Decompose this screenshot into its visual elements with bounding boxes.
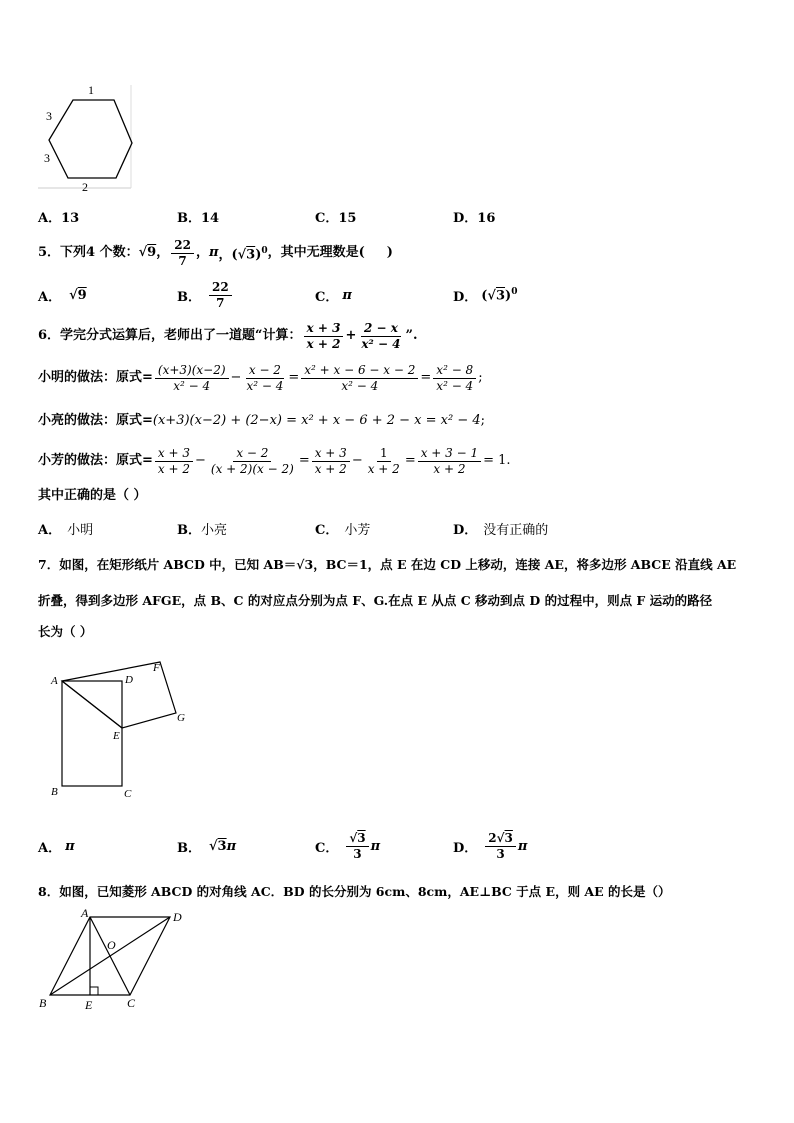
q7-stem-line2: 折叠，得到多边形 AFGE，点 B、C 的对应点分别为点 F、G.在点 E 从点 C 移动到点 D 的过程中，则点 F 运动的路径	[38, 593, 713, 608]
q7-rectangle-fold-figure	[45, 655, 195, 805]
q4-option-c[interactable]: C．15	[315, 211, 357, 226]
label-d: D	[125, 674, 133, 686]
label-a: A	[51, 675, 58, 687]
q6-xiaofang-work: 小芳的做法：原式= $\frac{x + 3}{x + 2}$ − $\frac{x - 2}{(x + 2)(x - 2)}$ = $\frac{x + 3}{x + 2}$ − $\frac{1}{x + 2}$ = $\frac{x + 3 - 1}{x + 2}$ = 1 .	[38, 445, 511, 476]
q5-option-b[interactable]: B． $\frac{22}{7}$	[177, 275, 234, 315]
q5-stem: 5．下列4 个数： √9 ， $\frac{22}{7}$ ， π ，$(√3)^0$ ，其中无理数是( )	[38, 237, 393, 268]
label-c: C	[127, 996, 136, 1010]
q5-option-c[interactable]: C． π	[315, 287, 352, 305]
q6-option-d[interactable]: D． 没有正确的	[453, 523, 549, 538]
hex-label-lower-left: 3	[44, 151, 50, 165]
q6-stem: 6．学完分式运算后，老师出了一道题“计算： $\frac{x + 3}{x + 2}$ + $\frac{2 - x}{\text{x² − 4}}$ ”.	[38, 320, 418, 351]
label-f: F	[153, 662, 160, 674]
label-d: D	[173, 910, 182, 924]
label-a: A	[81, 906, 89, 920]
hexagon-shape	[49, 100, 132, 178]
q7-option-d[interactable]: D． $\frac{2√3}{3}$ π	[453, 830, 528, 861]
hex-label-upper-left: 3	[46, 109, 52, 123]
label-b: B	[39, 996, 47, 1010]
q6-option-b[interactable]: B．小亮	[177, 523, 228, 538]
q7-option-a[interactable]: A． π	[38, 838, 75, 856]
q4-option-d[interactable]: D．16	[453, 211, 496, 226]
q8-stem: 8．如图，已知菱形 ABCD 的对角线 AC．BD 的长分别为 6cm、8cm，AE⊥BC 于点 E，则 AE 的长是（）	[38, 884, 671, 899]
hex-label-bottom: 2	[82, 180, 88, 194]
hex-label-top: 1	[88, 83, 94, 97]
q5-option-d[interactable]: D． $(√3)^0$	[453, 286, 518, 305]
q5-option-a[interactable]: A． √9	[38, 287, 87, 305]
label-e: E	[85, 998, 93, 1012]
hexagon-figure	[36, 80, 146, 195]
diagonal-bd	[50, 917, 170, 995]
q4-option-b[interactable]: B．14	[177, 211, 220, 226]
q8-rhombus-figure	[35, 905, 195, 1015]
q7-option-b[interactable]: B． √3 π	[177, 838, 237, 856]
label-c: C	[124, 788, 132, 800]
q6-option-a[interactable]: A． 小明	[38, 523, 94, 538]
q4-option-a[interactable]: A．13	[38, 211, 80, 226]
label-g: G	[177, 712, 185, 724]
q7-stem-line1: 7．如图，在矩形纸片 ABCD 中，已知 AB＝√3，BC＝1，点 E 在边 CD 上移动，连接 AE，将多边形 ABCE 沿直线 AE	[38, 557, 737, 572]
right-angle-mark	[90, 987, 98, 995]
label-o: O	[107, 938, 116, 952]
q6-which-correct: 其中正确的是（ ）	[38, 488, 147, 503]
q7-option-c[interactable]: C． $\frac{√3}{3}$ π	[315, 830, 381, 861]
q6-option-c[interactable]: C． 小芳	[315, 523, 371, 538]
label-e: E	[113, 730, 120, 742]
q6-xiaoliang-work: 小亮的做法：原式= (x+3)(x−2) + (2−x) = x² + x − 6 + 2 − x = x² − 4 ;	[38, 413, 486, 428]
q6-xiaoming-work: 小明的做法：原式= $\frac{(x+3)(x-2)}{\text{x² − 4}}$ − $\frac{x - 2}{\text{x² − 4}}$ = $\frac{\text{x² + x − 6 − x − 2}}{\text{x² − 4}}$ = $\frac{\text{x² − 8}}{\text{x² − 4}}$ ;	[38, 362, 483, 393]
q7-stem-line3: 长为（ ）	[38, 624, 93, 639]
label-b: B	[51, 786, 58, 798]
